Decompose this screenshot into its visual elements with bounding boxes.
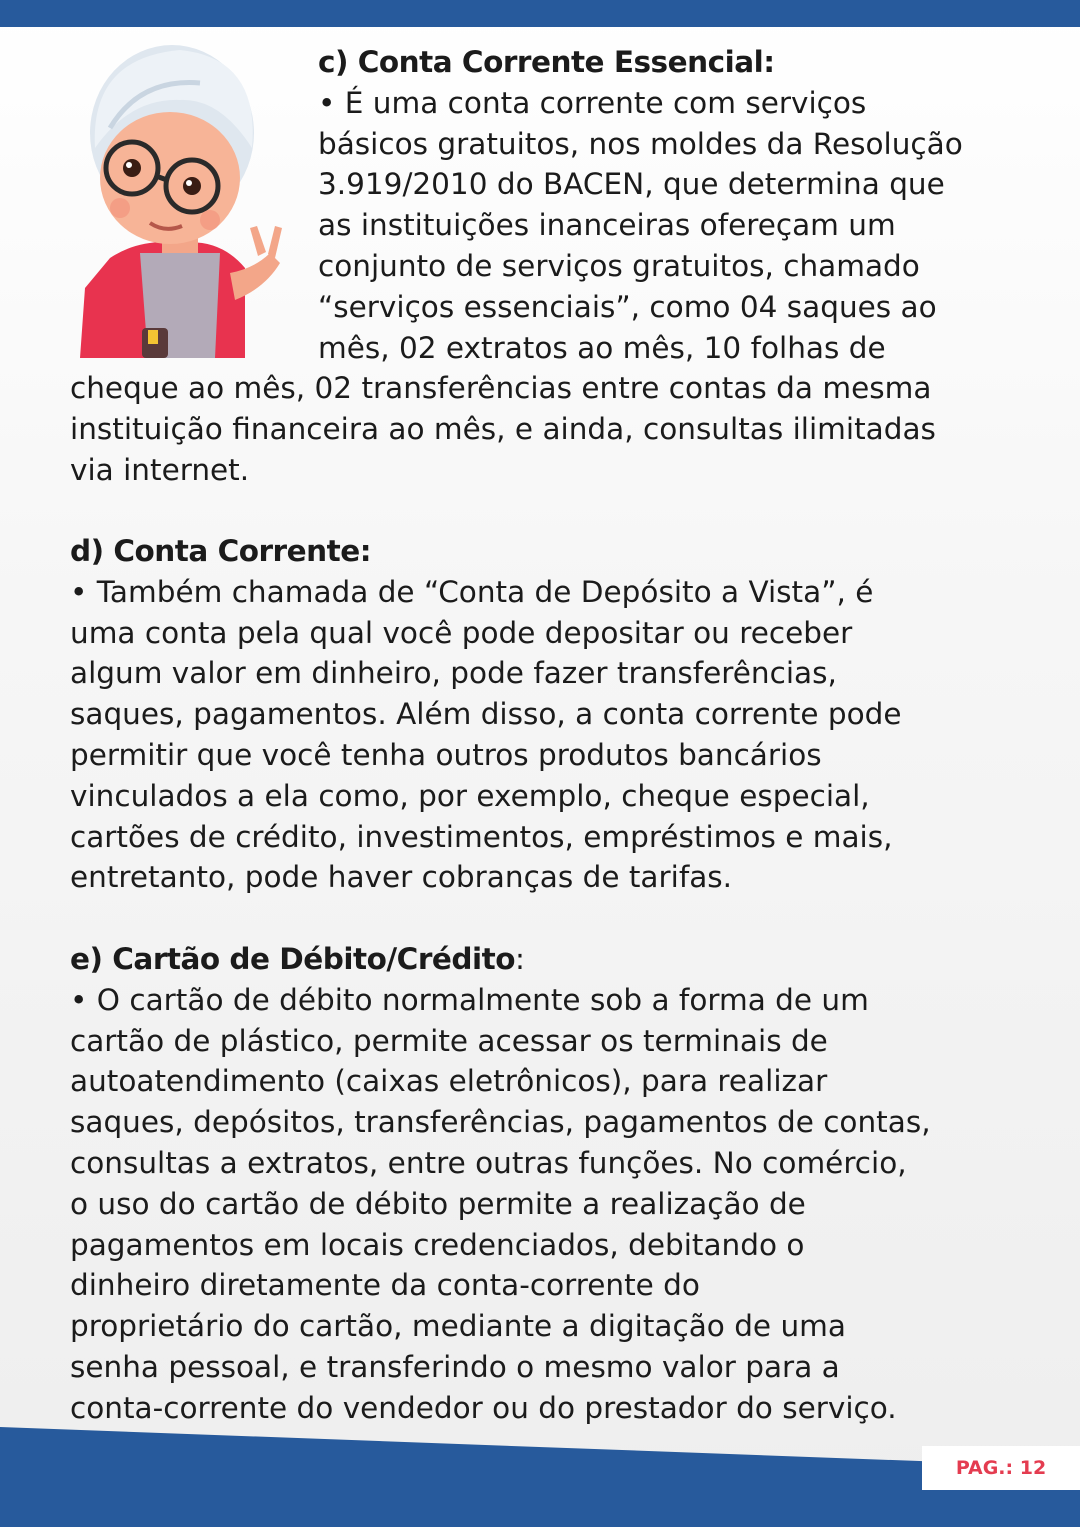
text-line: entretanto, pode haver cobranças de tarifas.	[70, 860, 733, 895]
text-line: cartões de crédito, investimentos, empréstimos e mais,	[70, 819, 893, 854]
text-line: proprietário do cartão, mediante a digitação de uma	[70, 1309, 846, 1344]
text-line: básicos gratuitos, nos moldes da Resolução	[318, 126, 963, 161]
text-line: instituição financeira ao mês, e ainda, consultas ilimitadas	[70, 411, 936, 446]
text-line: senha pessoal, e transferindo o mesmo valor para a	[70, 1349, 840, 1384]
section-d	[70, 531, 902, 898]
text-line: uma conta pela qual você pode depositar ou receber	[70, 615, 853, 650]
text-line: saques, pagamentos. Além disso, a conta corrente pode	[70, 697, 902, 732]
text-line: conta-corrente do vendedor ou do prestador do serviço.	[70, 1390, 897, 1425]
section-e-title: e) Cartão de Débito/Crédito	[70, 942, 515, 976]
text-line: • É uma conta corrente com serviços	[318, 85, 867, 120]
text-line: conjunto de serviços gratuitos, chamado	[318, 248, 920, 283]
text-line: via internet.	[70, 452, 250, 487]
section-c-title: c) Conta Corrente Essencial:	[318, 45, 775, 79]
text-line: permitir que você tenha outros produtos bancários	[70, 737, 822, 772]
text-line: algum valor em dinheiro, pode fazer transferências,	[70, 656, 837, 691]
section-e-title-line	[70, 939, 931, 980]
section-c-continuation	[70, 368, 936, 490]
text-line: consultas a extratos, entre outras funções. No comércio,	[70, 1145, 907, 1180]
text-line: o uso do cartão de débito permite a realização de	[70, 1186, 806, 1221]
text-line: dinheiro diretamente da conta-corrente do	[70, 1268, 700, 1303]
text-line: • Também chamada de “Conta de Depósito a Vista”, é	[70, 574, 874, 609]
top-bar	[0, 0, 1080, 27]
text-line: cheque ao mês, 02 transferências entre contas da mesma	[70, 371, 932, 405]
grandmother-peace-sign-icon	[70, 38, 290, 358]
text-line: vinculados a ela como, por exemplo, cheque especial,	[70, 778, 870, 813]
text-line: mês, 02 extratos ao mês, 10 folhas de	[318, 330, 886, 365]
page-number: PAG.: 12	[922, 1446, 1080, 1490]
text-line: “serviços essenciais”, como 04 saques ao	[318, 289, 937, 324]
section-c	[318, 42, 963, 368]
text-line: autoatendimento (caixas eletrônicos), para realizar	[70, 1064, 828, 1099]
footer-band	[0, 1427, 1080, 1527]
text-line: cartão de plástico, permite acessar os terminais de	[70, 1023, 828, 1058]
text-line: 3.919/2010 do BACEN, que determina que	[318, 167, 945, 202]
text-line: • O cartão de débito normalmente sob a forma de um	[70, 982, 869, 1017]
text-line: as instituições inanceiras ofereçam um	[318, 208, 896, 243]
text-line: pagamentos em locais credenciados, debitando o	[70, 1227, 805, 1262]
text-line: saques, depósitos, transferências, pagamentos de contas,	[70, 1105, 931, 1140]
section-d-title: d) Conta Corrente:	[70, 534, 371, 568]
section-e-title-suffix: :	[514, 942, 525, 976]
section-e	[70, 939, 931, 1429]
